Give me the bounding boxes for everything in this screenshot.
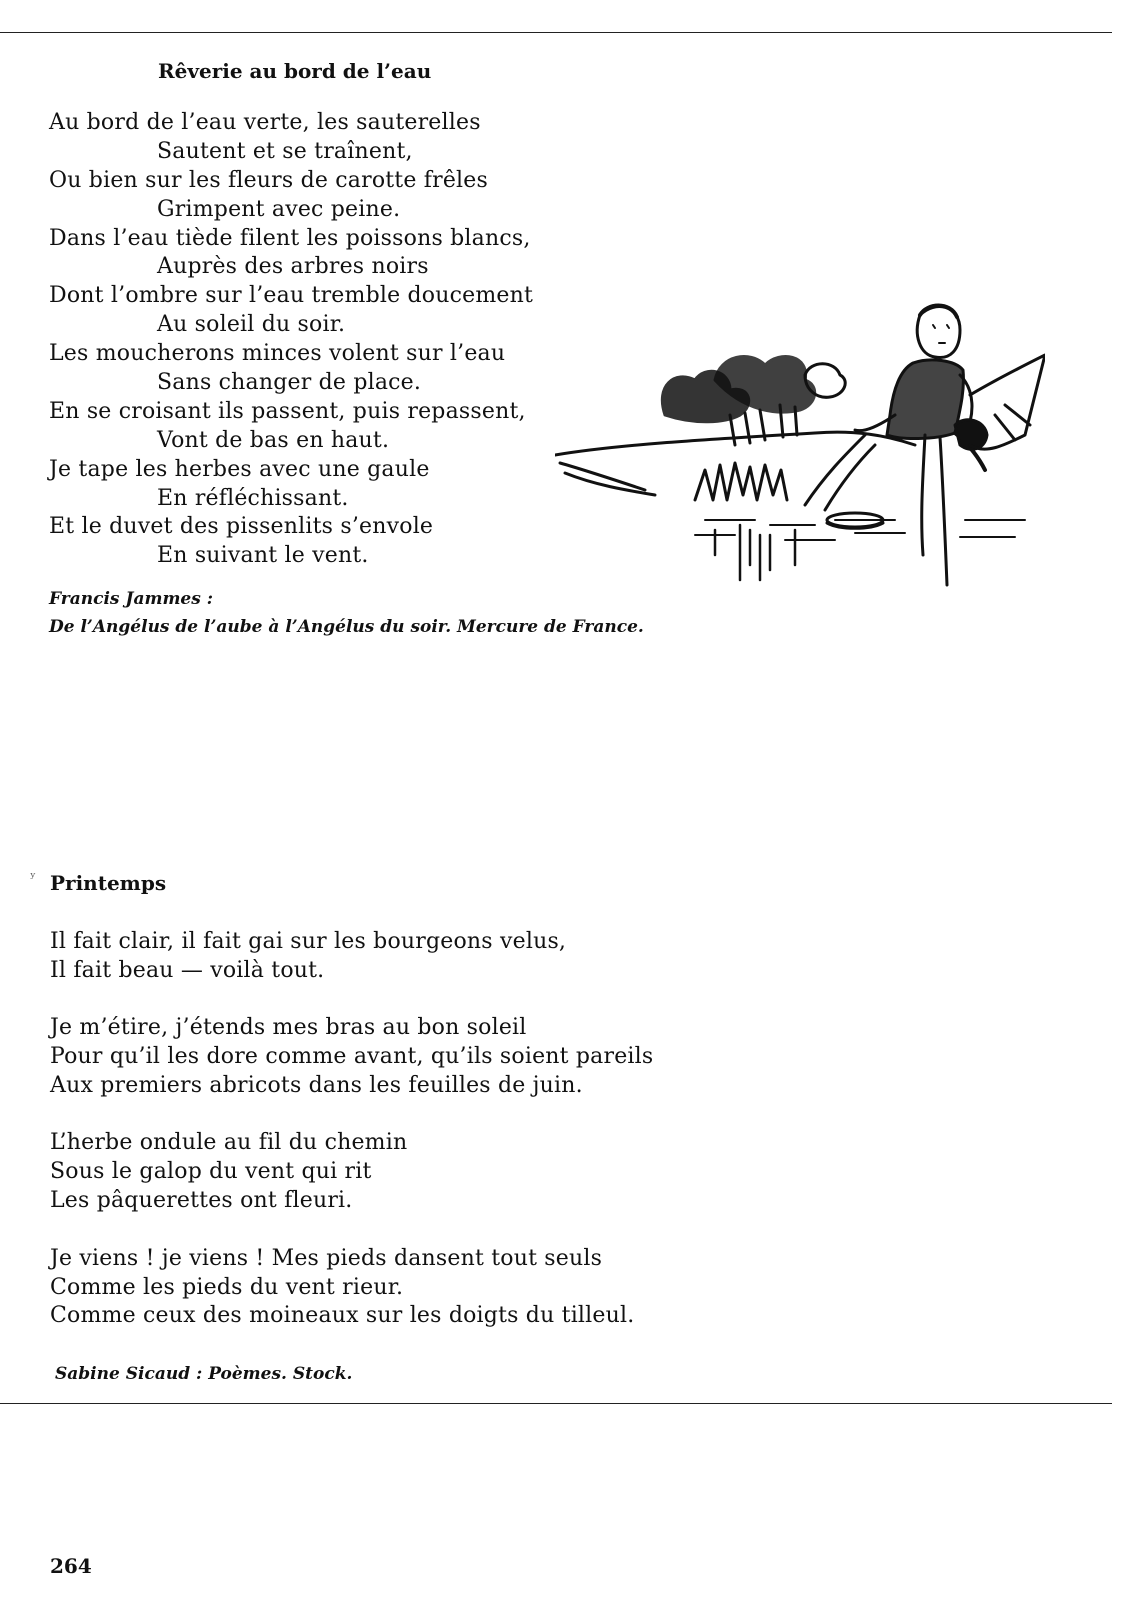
stanza (50, 1129, 653, 1216)
credit-source: Sabine Sicaud : Poèmes. Stock. (55, 1364, 353, 1384)
credit-source: De l’Angélus de l’aube à l’Angélus du soir. Mercure de France. (49, 617, 644, 637)
poem-line: Sous le galop du vent qui rit (50, 1159, 372, 1185)
poem-line: Sans changer de place. (157, 370, 422, 396)
poem-line: Sautent et se traînent, (157, 138, 413, 164)
poem-line: Je m’étire, j’étends mes bras au bon soleil (50, 1015, 527, 1041)
poem-line: Il fait clair, il fait gai sur les bourgeons velus, (50, 929, 567, 954)
bottom-rule (0, 1403, 1112, 1404)
poem-line: L’herbe ondule au fil du chemin (50, 1130, 408, 1156)
poem-line: Dont l’ombre sur l’eau tremble doucement (49, 283, 534, 309)
poem-line: Aux premiers abricots dans les feuilles de juin. (50, 1073, 583, 1099)
poem-line: En suivant le vent. (157, 543, 369, 569)
poem-line: Au bord de l’eau verte, les sauterelles (49, 110, 481, 135)
poem-line: Les pâquerettes ont fleuri. (50, 1188, 353, 1214)
credit-author: Francis Jammes : (49, 589, 214, 609)
poem-line: Grimpent avec peine. (157, 196, 401, 222)
poem-line: Ou bien sur les fleurs de carotte frêles (49, 167, 488, 193)
scan-mark: ʸ (30, 870, 36, 886)
credit-sicaud (55, 1360, 352, 1388)
poem-line: Les moucherons minces volent sur l’eau (49, 341, 506, 367)
poem-line: Je viens ! je viens ! Mes pieds dansent tout seuls (50, 1245, 603, 1271)
poem-line: En se croisant ils passent, puis repassent, (49, 398, 526, 424)
poem-line: Auprès des arbres noirs (157, 254, 429, 280)
poem-line: Vont de bas en haut. (157, 427, 390, 453)
girl-sitting-by-water-sketch-icon (555, 295, 1045, 605)
poem-line: Dans l’eau tiède filent les poissons blancs, (49, 225, 531, 251)
poem-line: En réfléchissant. (157, 485, 349, 511)
top-rule (0, 32, 1112, 33)
poem-line: Comme ceux des moineaux sur les doigts du tilleul. (50, 1303, 635, 1329)
poem-line: Et le duvet des pissenlits s’envole (49, 514, 434, 540)
poem-line: Je tape les herbes avec une gaule (49, 456, 430, 482)
poem-title-reverie: Rêverie au bord de l’eau (158, 59, 432, 83)
poem-line: Il fait beau — voilà tout. (50, 957, 325, 983)
page-number: 264 (50, 1554, 92, 1578)
poem-title-printemps: Printemps (50, 871, 167, 895)
poem-reverie (49, 109, 533, 571)
stanza (50, 1014, 653, 1101)
poem-line: Comme les pieds du vent rieur. (50, 1274, 404, 1300)
stanza (50, 1245, 653, 1332)
poem-printemps (50, 928, 653, 1360)
stanza (50, 928, 653, 986)
poem-line: Pour qu’il les dore comme avant, qu’ils soient pareils (50, 1044, 654, 1070)
poem-line: Au soleil du soir. (157, 312, 346, 338)
